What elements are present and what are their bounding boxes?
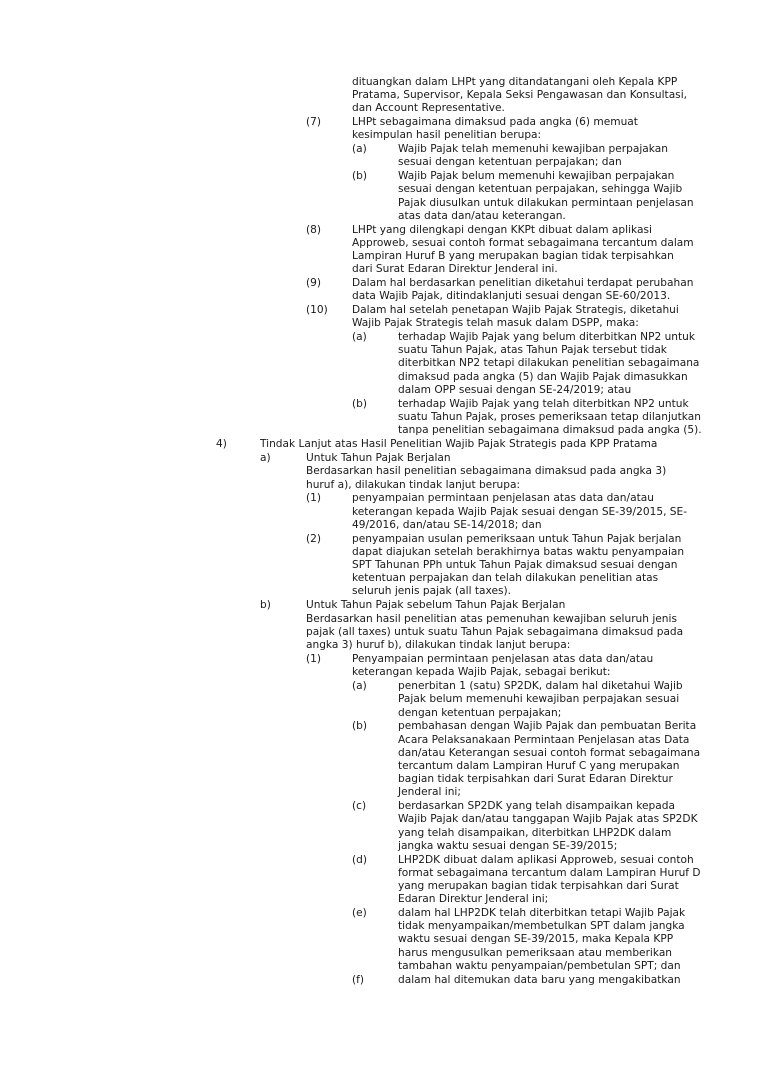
list-item xyxy=(0,492,762,532)
list-item xyxy=(0,143,762,169)
list-marker: (2) xyxy=(306,532,322,545)
item-text: Dalam hal berdasarkan penelitian diketahui terdapat perubahan data Wajib Pajak, ditindaklanjuti sesuai dengan SE-60/2013. xyxy=(352,277,694,303)
list-marker: (d) xyxy=(352,853,367,866)
item-text: pembahasan dengan Wajib Pajak dan pembuatan Berita Acara Pelaksanakaan Permintaan Penjelasan atas Data dan/atau Keterangan sesuai contoh format sebagaimana tercantum dalam Lampiran Huruf C yang merupakan bagian tidak terpisahkan dari Surat Edaran Direktur Jenderal ini; xyxy=(398,720,701,799)
list-item xyxy=(0,224,762,277)
list-item xyxy=(0,304,762,330)
list-item xyxy=(0,599,762,612)
item-text: dituangkan dalam LHPt yang ditandatangani oleh Kepala KPP Pratama, Supervisor, Kepala Seksi Pengawasan dan Konsultasi, dan Account Representative. xyxy=(352,76,688,115)
item-text: Penyampaian permintaan penjelasan atas data dan/atau keterangan kepada Wajib Pajak, sebagai berikut: xyxy=(352,653,654,679)
item-text: LHPt yang dilengkapi dengan KKPt dibuat dalam aplikasi Approweb, sesuai contoh format sebagaimana tercantum dalam Lampiran Huruf B yang merupakan bagian tidak terpisahkan dari Surat Edaran Direktur Jenderal ini. xyxy=(352,223,694,276)
list-marker: (b) xyxy=(352,170,367,183)
list-item xyxy=(0,398,762,438)
list-marker: (b) xyxy=(352,720,367,733)
item-text: penyampaian usulan pemeriksaan untuk Tahun Pajak berjalan dapat diajukan setelah berakhirnya batas waktu penyampaian SPT Tahunan PPh untuk Tahun Pajak dimaksud sesuai dengan ketentuan perpajakan dan telah dilakukan penelitian atas seluruh jenis pajak (all taxes). xyxy=(352,532,685,598)
list-item xyxy=(0,331,762,397)
item-text: Untuk Tahun Pajak sebelum Tahun Pajak Berjalan xyxy=(306,599,566,612)
item-text: Wajib Pajak belum memenuhi kewajiban perpajakan sesuai dengan ketentuan perpajakan, sehingga Wajib Pajak diusulkan untuk dilakukan permintaan penjelasan atas data dan/atau keterangan. xyxy=(398,170,694,222)
list-item xyxy=(0,680,762,720)
list-item xyxy=(0,438,762,451)
paragraph xyxy=(0,465,762,491)
list-item xyxy=(0,974,762,987)
item-text: LHP2DK dibuat dalam aplikasi Approweb, sesuai contoh format sebagaimana tercantum dalam Lampiran Huruf D yang merupakan bagian tidak terpisahkan dari Surat Edaran Direktur Jenderal ini; xyxy=(398,853,701,906)
list-marker: (7) xyxy=(306,116,322,129)
list-item xyxy=(0,800,762,853)
item-text: Dalam hal setelah penetapan Wajib Pajak Strategis, diketahui Wajib Pajak Strategis telah masuk dalam DSPP, maka: xyxy=(352,304,679,330)
item-text: penyampaian permintaan penjelasan atas data dan/atau keterangan kepada Wajib Pajak sesuai dengan SE-39/2015, SE-49/2016, dan/atau SE-14/2018; dan xyxy=(352,492,688,531)
list-marker: 4) xyxy=(216,437,227,450)
list-marker: b) xyxy=(260,599,271,612)
item-text: Berdasarkan hasil penelitian sebagaimana dimaksud pada angka 3) huruf a), dilakukan tindak lanjut berupa: xyxy=(306,465,667,491)
list-item xyxy=(0,277,762,303)
paragraph xyxy=(0,76,762,116)
item-text: Wajib Pajak telah memenuhi kewajiban perpajakan sesuai dengan ketentuan perpajakan; dan xyxy=(398,143,668,169)
list-marker: (10) xyxy=(306,304,328,317)
paragraph xyxy=(0,613,762,653)
item-text: LHPt sebagaimana dimaksud pada angka (6) memuat kesimpulan hasil penelitian berupa: xyxy=(352,116,638,142)
list-item xyxy=(0,720,762,799)
document-body xyxy=(0,76,762,987)
list-marker: (1) xyxy=(306,492,322,505)
list-marker: (a) xyxy=(352,680,367,693)
list-marker: (a) xyxy=(352,143,367,156)
item-text: dalam hal ditemukan data baru yang mengakibatkan xyxy=(398,973,681,986)
list-item xyxy=(0,533,762,599)
item-text: terhadap Wajib Pajak yang belum diterbitkan NP2 untuk suatu Tahun Pajak, atas Tahun Pajak tersebut tidak diterbitkan NP2 tetapi dilakukan penelitian sebagaimana dimaksud pada angka (5) dan Wajib Pajak dimasukkan dalam OPP sesuai dengan SE-24/2019; atau xyxy=(398,331,700,396)
list-marker: (8) xyxy=(306,223,322,236)
list-item xyxy=(0,170,762,223)
item-text: dalam hal LHP2DK telah diterbitkan tetapi Wajib Pajak tidak menyampaikan/membetulkan SPT dalam jangka waktu sesuai dengan SE-39/2015, maka Kepala KPP harus mengusulkan pemeriksaan atau memberikan tambahan waktu penyampaian/pembetulan SPT; dan xyxy=(398,907,686,972)
item-text: Berdasarkan hasil penelitian atas pemenuhan kewajiban seluruh jenis pajak (all taxes) untuk suatu Tahun Pajak sebagaimana dimaksud pada angka 3) huruf b), dilakukan tindak lanjut berupa: xyxy=(306,613,684,652)
list-marker: (f) xyxy=(352,973,364,986)
list-marker: (c) xyxy=(352,800,367,813)
list-item xyxy=(0,653,762,679)
list-marker: (a) xyxy=(352,331,367,344)
list-marker: (1) xyxy=(306,653,322,666)
item-text: penerbitan 1 (satu) SP2DK, dalam hal diketahui Wajib Pajak belum memenuhi kewajiban perpajakan sesuai dengan ketentuan perpajakan; xyxy=(398,680,683,719)
item-text: berdasarkan SP2DK yang telah disampaikan kepada Wajib Pajak dan/atau tanggapan Wajib Pajak atas SP2DK yang telah disampaikan, diterbitkan LHP2DK dalam jangka waktu sesuai dengan SE-39/2015; xyxy=(398,800,698,852)
item-text: Tindak Lanjut atas Hasil Penelitian Wajib Pajak Strategis pada KPP Pratama xyxy=(260,437,658,450)
list-marker: a) xyxy=(260,451,271,464)
list-marker: (e) xyxy=(352,907,367,920)
list-marker: (b) xyxy=(352,397,367,410)
list-item xyxy=(0,116,762,142)
list-marker: (9) xyxy=(306,277,322,290)
item-text: terhadap Wajib Pajak yang telah diterbitkan NP2 untuk suatu Tahun Pajak, proses pemeriksaan tetap dilanjutkan tanpa penelitian sebagaimana dimaksud pada angka (5). xyxy=(398,397,702,437)
list-item xyxy=(0,854,762,907)
list-item xyxy=(0,907,762,973)
list-item xyxy=(0,452,762,465)
item-text: Untuk Tahun Pajak Berjalan xyxy=(306,451,451,464)
